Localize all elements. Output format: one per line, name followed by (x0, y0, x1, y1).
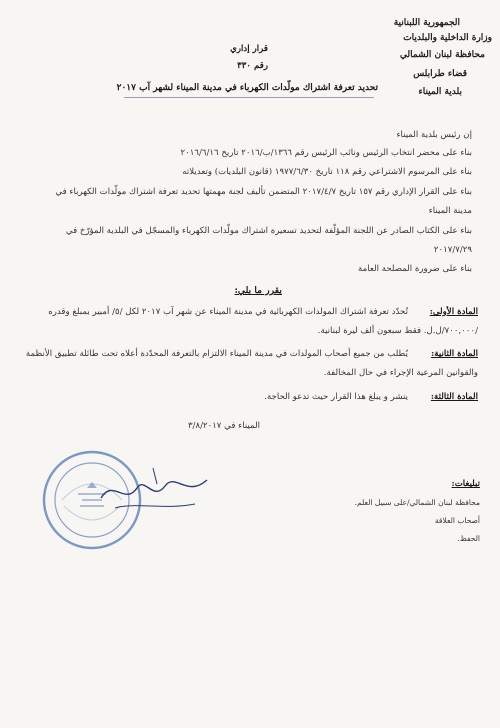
preamble-clause-5: بناء على ضرورة المصلحة العامة (358, 264, 472, 274)
article-2-line-1: يُطلب من جميع أصحاب المولدات في مدينة الميناء الالتزام بالتعرفة المحدّدة أعلاه تحت طائلة تطبيق الأنظمة (25, 349, 408, 359)
preamble-clause-3-cont: مدينة الميناء (428, 206, 472, 216)
article-1-line-1: تُحدّد تعرفة اشتراك المولدات الكهربائية في مدينة الميناء عن شهر آب ٢٠١٧ لكل /٥/ أمبير بمبلغ وقدره (48, 307, 408, 317)
decides-heading: يقرر ما يلي: (234, 285, 282, 296)
article-2-label: المادة الثانية: (431, 349, 478, 359)
article-2-line-2: والقوانين المرعية الإجراء في حال المخالفة. (323, 368, 478, 378)
article-3-label: المادة الثالثة: (430, 392, 478, 402)
preamble-intro: إن رئيس بلدية الميناء (396, 130, 472, 140)
decision-number: رقم ٣٣٠ (237, 61, 268, 71)
preamble-clause-2: بناء على المرسوم الاشتراعي رقم ١١٨ تاريخ ١٩٧٧/٦/٣٠ (قانون البلديات) وتعديلاته (182, 167, 472, 177)
header-line-1: الجمهورية اللبنانية (393, 18, 460, 28)
title-underline (124, 97, 374, 98)
article-3-line-1: ينشر و يبلغ هذا القرار حيث تدعو الحاجة. (264, 392, 408, 402)
article-1-label: المادة الأولى: (429, 307, 478, 317)
article-1-line-2: /٧٠٠,٠٠٠/ل.ل. فقط سبعون ألف ليرة لبنانية. (317, 326, 478, 336)
preamble-clause-1: بناء على محضر انتخاب الرئيس ونائب الرئيس رقم ١٣٦٦/ب/٢٠١٦ تاريخ ٢٠١٦/٦/١٦ (180, 148, 472, 158)
notify-item-3: الحفظ. (457, 534, 480, 543)
preamble-clause-4: بناء على الكتاب الصادر عن اللجنة المؤلّفة لتحديد تسعيرة اشتراك مولّدات الكهرباء والمسجّل في البلدية المؤرّخ في (65, 226, 472, 236)
date-line: الميناء في ٣/٨/٢٠١٧ (187, 421, 260, 431)
header-line-4: قضاء طرابلس (413, 69, 467, 79)
header-line-5: بلدية الميناء (418, 87, 462, 97)
handwritten-signature (95, 458, 215, 518)
notify-title: تبليغات: (451, 479, 480, 489)
decision-type: قرار إداري (230, 44, 268, 54)
preamble-clause-3: بناء على القرار الإداري رقم ١٥٧ تاريخ ٢٠١٧/٤/٧ المتضمن تأليف لجنة مهمتها تحديد تعرفة اشتراك مولّدات الكهرباء في (55, 187, 472, 197)
header-line-3: محافظة لبنان الشمالي (399, 50, 485, 60)
decision-title: تحديد تعرفة اشتراك مولّدات الكهرباء في مدينة الميناء لشهر آب ٢٠١٧ (116, 83, 378, 93)
notify-item-2: أصحاب العلاقة (434, 516, 480, 525)
notify-item-1: محافظة لبنان الشمالي/على سبيل العلم. (354, 498, 480, 507)
preamble-clause-4-cont: ٢٠١٧/٧/٢٩ (433, 245, 472, 255)
header-line-2: وزارة الداخلية والبلديات (403, 33, 492, 43)
